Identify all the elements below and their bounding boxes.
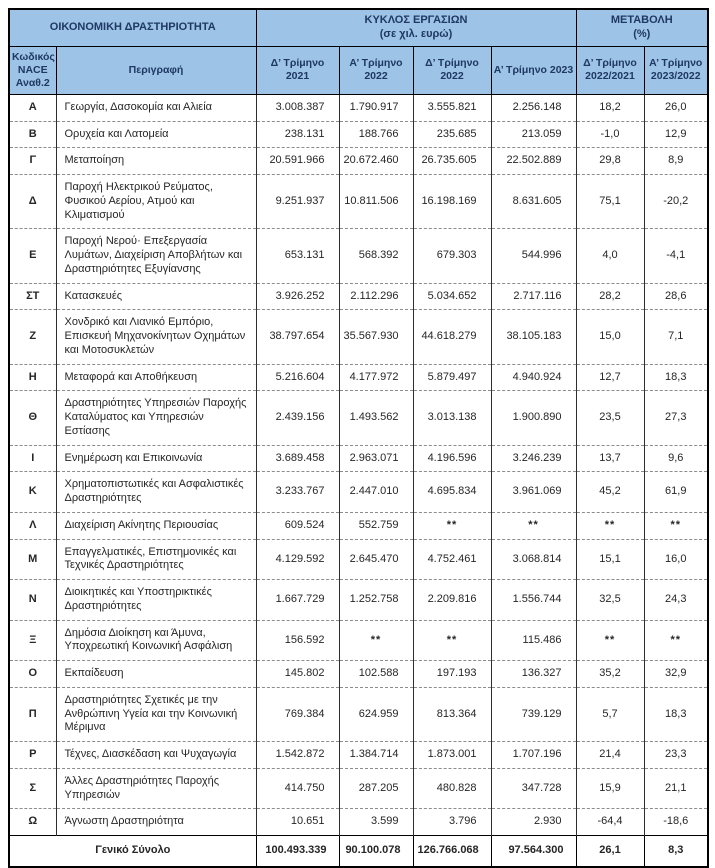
activity-description: Χονδρικό και Λιανικό Εμπόριο, Επισκευή Μηχανοκίνητων Οχημάτων και Μοτοσυκλετών (56, 310, 256, 364)
value-q4-2021: 38.797.654 (256, 310, 339, 364)
value-q4-2021: 3.008.387 (256, 94, 339, 121)
table-row (9, 768, 708, 809)
table-row (9, 391, 708, 445)
value-q1-2023: 136.327 (491, 661, 576, 688)
value-q4-2022: 4.752.461 (413, 539, 491, 580)
change-q4: 4,0 (576, 229, 644, 283)
value-q1-2022: 188.766 (339, 121, 413, 148)
table-row (9, 809, 708, 836)
value-q1-2023: 22.502.889 (491, 148, 576, 175)
value-q4-2022: 1.873.001 (413, 742, 491, 769)
value-q4-2022: 5.879.497 (413, 364, 491, 391)
nace-code: Ν (9, 580, 56, 621)
nace-code: Ω (9, 809, 56, 836)
nace-code: Β (9, 121, 56, 148)
change-q4: 5,7 (576, 687, 644, 741)
value-q1-2022: 1.790.917 (339, 94, 413, 121)
change-q4: ** (576, 512, 644, 539)
value-q1-2022: 10.811.506 (339, 175, 413, 229)
value-q1-2023: 115.486 (491, 620, 576, 661)
value-q4-2021: 609.524 (256, 512, 339, 539)
total-value-q1-2022: 90.100.078 (339, 836, 413, 867)
nace-code: Σ (9, 768, 56, 809)
change-q1: 7,1 (644, 310, 708, 364)
value-q4-2022: 16.198.169 (413, 175, 491, 229)
value-q1-2023: 3.961.069 (491, 472, 576, 513)
change-q4: 23,5 (576, 391, 644, 445)
value-q1-2022: 20.672.460 (339, 148, 413, 175)
change-q1: ** (644, 512, 708, 539)
value-q4-2022: 3.796 (413, 809, 491, 836)
activity-description: Επαγγελματικές, Επιστημονικές και Τεχνικές Δραστηριότητες (56, 539, 256, 580)
change-q4: 15,1 (576, 539, 644, 580)
col-header-q1-2022: Α’ Τρίμηνο 2022 (339, 46, 413, 94)
value-q4-2021: 156.592 (256, 620, 339, 661)
change-q4: 18,2 (576, 94, 644, 121)
change-q1: 18,3 (644, 364, 708, 391)
value-q1-2022: 2.645.470 (339, 539, 413, 580)
activity-description: Τέχνες, Διασκέδαση και Ψυχαγωγία (56, 742, 256, 769)
activity-description: Δραστηριότητες Σχετικές με την Ανθρώπινη Υγεία και την Κοινωνική Μέριμνα (56, 687, 256, 741)
value-q4-2021: 2.439.156 (256, 391, 339, 445)
value-q4-2022: 4.695.834 (413, 472, 491, 513)
table-row (9, 539, 708, 580)
value-q4-2021: 3.689.458 (256, 445, 339, 472)
nace-code: ΣΤ (9, 283, 56, 310)
table-row (9, 310, 708, 364)
change-q1: 24,3 (644, 580, 708, 621)
total-change-q1: 8,3 (644, 836, 708, 867)
value-q1-2022: 287.205 (339, 768, 413, 809)
nace-code: Δ (9, 175, 56, 229)
value-q4-2022: ** (413, 620, 491, 661)
table-row (9, 364, 708, 391)
change-q1: ** (644, 620, 708, 661)
value-q4-2021: 653.131 (256, 229, 339, 283)
table-row (9, 148, 708, 175)
table-row (9, 687, 708, 741)
change-q1: 8,9 (644, 148, 708, 175)
table-row (9, 94, 708, 121)
value-q1-2022: ** (339, 620, 413, 661)
col-header-change-q4: Δ’ Τρίμηνο 2022/2021 (576, 46, 644, 94)
change-q4: 21,4 (576, 742, 644, 769)
value-q1-2023: 544.996 (491, 229, 576, 283)
change-q4: 35,2 (576, 661, 644, 688)
change-q4: 29,8 (576, 148, 644, 175)
col-header-description: Περιγραφή (56, 46, 256, 94)
value-q1-2023: 2.717.116 (491, 283, 576, 310)
value-q1-2023: 3.068.814 (491, 539, 576, 580)
activity-description: Εκπαίδευση (56, 661, 256, 688)
value-q4-2022: 3.013.138 (413, 391, 491, 445)
change-q4: ** (576, 620, 644, 661)
value-q4-2021: 10.651 (256, 809, 339, 836)
nace-code: Ο (9, 661, 56, 688)
change-q1: 12,9 (644, 121, 708, 148)
change-q1: -20,2 (644, 175, 708, 229)
activity-description: Κατασκευές (56, 283, 256, 310)
change-q1: 18,3 (644, 687, 708, 741)
table-row (9, 742, 708, 769)
col-header-change-q1: Α’ Τρίμηνο 2023/2022 (644, 46, 708, 94)
value-q1-2023: 1.707.196 (491, 742, 576, 769)
header-group-row (9, 9, 708, 46)
table-row (9, 620, 708, 661)
table-row (9, 175, 708, 229)
value-q1-2022: 35.567.930 (339, 310, 413, 364)
change-q4: 15,9 (576, 768, 644, 809)
value-q4-2021: 5.216.604 (256, 364, 339, 391)
value-q4-2022: 5.034.652 (413, 283, 491, 310)
activity-description: Ενημέρωση και Επικοινωνία (56, 445, 256, 472)
activity-description: Μεταποίηση (56, 148, 256, 175)
value-q1-2023: 739.129 (491, 687, 576, 741)
value-q4-2022: 44.618.279 (413, 310, 491, 364)
value-q4-2021: 1.667.729 (256, 580, 339, 621)
change-q1: 26,0 (644, 94, 708, 121)
value-q4-2022: 679.303 (413, 229, 491, 283)
header-change-unit: (%) (633, 27, 651, 40)
value-q1-2022: 2.963.071 (339, 445, 413, 472)
table-row (9, 661, 708, 688)
change-q1: 23,3 (644, 742, 708, 769)
activity-description: Διοικητικές και Υποστηρικτικές Δραστηριότητες (56, 580, 256, 621)
value-q4-2021: 145.802 (256, 661, 339, 688)
value-q4-2022: 3.555.821 (413, 94, 491, 121)
change-q1: -4,1 (644, 229, 708, 283)
value-q1-2023: ** (491, 512, 576, 539)
activity-description: Διαχείριση Ακίνητης Περιουσίας (56, 512, 256, 539)
change-q4: 12,7 (576, 364, 644, 391)
change-q1: -18,6 (644, 809, 708, 836)
nace-code: Λ (9, 512, 56, 539)
col-header-q4-2022: Δ’ Τρίμηνο 2022 (413, 46, 491, 94)
change-q4: -1,0 (576, 121, 644, 148)
value-q4-2022: 197.193 (413, 661, 491, 688)
value-q1-2022: 4.177.972 (339, 364, 413, 391)
table-row (9, 445, 708, 472)
value-q1-2023: 2.930 (491, 809, 576, 836)
value-q1-2022: 624.959 (339, 687, 413, 741)
change-q4: 75,1 (576, 175, 644, 229)
value-q4-2022: 26.735.605 (413, 148, 491, 175)
change-q1: 9,6 (644, 445, 708, 472)
value-q4-2021: 414.750 (256, 768, 339, 809)
activity-description: Δραστηριότητες Υπηρεσιών Παροχής Καταλύματος και Υπηρεσιών Εστίασης (56, 391, 256, 445)
table-row (9, 229, 708, 283)
total-value-q1-2023: 97.564.300 (491, 836, 576, 867)
value-q1-2023: 8.631.605 (491, 175, 576, 229)
change-q1: 61,9 (644, 472, 708, 513)
value-q1-2022: 3.599 (339, 809, 413, 836)
change-q4: 45,2 (576, 472, 644, 513)
activity-description: Χρηματοπιστωτικές και Ασφαλιστικές Δραστηριότητες (56, 472, 256, 513)
total-label: Γενικό Σύνολο (9, 836, 256, 867)
nace-code: Ρ (9, 742, 56, 769)
value-q1-2022: 552.759 (339, 512, 413, 539)
activity-description: Μεταφορά και Αποθήκευση (56, 364, 256, 391)
value-q4-2022: ** (413, 512, 491, 539)
value-q4-2022: 813.364 (413, 687, 491, 741)
value-q4-2022: 4.196.596 (413, 445, 491, 472)
value-q4-2022: 480.828 (413, 768, 491, 809)
activity-description: Παροχή Νερού· Επεξεργασία Λυμάτων, Διαχείριση Αποβλήτων και Δραστηριότητες Εξυγίανσης (56, 229, 256, 283)
table-body (9, 94, 708, 835)
header-column-row (9, 46, 708, 94)
value-q1-2023: 1.900.890 (491, 391, 576, 445)
header-turnover-group (256, 9, 576, 46)
change-q1: 28,6 (644, 283, 708, 310)
nace-code: Ξ (9, 620, 56, 661)
change-q4: 28,2 (576, 283, 644, 310)
value-q1-2023: 213.059 (491, 121, 576, 148)
activity-description: Δημόσια Διοίκηση και Άμυνα, Υποχρεωτική Κοινωνική Ασφάλιση (56, 620, 256, 661)
col-header-q1-2023: Α’ Τρίμηνο 2023 (491, 46, 576, 94)
activity-description: Παροχή Ηλεκτρικού Ρεύματος, Φυσικού Αερίου, Ατμού και Κλιματισμού (56, 175, 256, 229)
change-q1: 21,1 (644, 768, 708, 809)
value-q1-2023: 38.105.183 (491, 310, 576, 364)
value-q1-2023: 2.256.148 (491, 94, 576, 121)
value-q4-2021: 4.129.592 (256, 539, 339, 580)
value-q1-2023: 347.728 (491, 768, 576, 809)
table-row (9, 472, 708, 513)
table-row (9, 580, 708, 621)
total-change-q4: 26,1 (576, 836, 644, 867)
value-q1-2022: 2.447.010 (339, 472, 413, 513)
value-q1-2023: 3.246.239 (491, 445, 576, 472)
total-row (9, 836, 708, 867)
change-q4: 15,0 (576, 310, 644, 364)
activity-description: Άγνωστη Δραστηριότητα (56, 809, 256, 836)
change-q4: 32,5 (576, 580, 644, 621)
col-header-nace-code: Κωδικός NACE Αναθ.2 (9, 46, 56, 94)
value-q1-2023: 4.940.924 (491, 364, 576, 391)
nace-code: Ι (9, 445, 56, 472)
value-q4-2021: 769.384 (256, 687, 339, 741)
nace-code: Θ (9, 391, 56, 445)
table-row (9, 512, 708, 539)
change-q1: 32,9 (644, 661, 708, 688)
change-q1: 27,3 (644, 391, 708, 445)
value-q1-2023: 1.556.744 (491, 580, 576, 621)
header-economic-activity: ΟΙΚΟΝΟΜΙΚΗ ΔΡΑΣΤΗΡΙΟΤΗΤΑ (9, 9, 256, 46)
activity-description: Ορυχεία και Λατομεία (56, 121, 256, 148)
value-q4-2021: 3.926.252 (256, 283, 339, 310)
value-q1-2022: 1.252.758 (339, 580, 413, 621)
change-q4: -64,4 (576, 809, 644, 836)
header-change-title: ΜΕΤΑΒΟΛΗ (610, 14, 673, 26)
table-row (9, 283, 708, 310)
nace-code: Μ (9, 539, 56, 580)
header-turnover-unit: (σε χιλ. ευρώ) (379, 27, 453, 40)
value-q4-2021: 238.131 (256, 121, 339, 148)
nace-code: Π (9, 687, 56, 741)
value-q1-2022: 1.493.562 (339, 391, 413, 445)
total-value-q4-2021: 100.493.339 (256, 836, 339, 867)
change-q4: 13,7 (576, 445, 644, 472)
nace-code: Γ (9, 148, 56, 175)
nace-code: Α (9, 94, 56, 121)
value-q4-2021: 3.233.767 (256, 472, 339, 513)
nace-code: Η (9, 364, 56, 391)
activity-description: Γεωργία, Δασοκομία και Αλιεία (56, 94, 256, 121)
value-q1-2022: 102.588 (339, 661, 413, 688)
total-value-q4-2022: 126.766.068 (413, 836, 491, 867)
value-q4-2022: 2.209.816 (413, 580, 491, 621)
turnover-by-activity-table (8, 8, 709, 868)
activity-description: Άλλες Δραστηριότητες Παροχής Υπηρεσιών (56, 768, 256, 809)
header-turnover-title: ΚΥΚΛΟΣ ΕΡΓΑΣΙΩΝ (364, 14, 468, 26)
nace-code: Κ (9, 472, 56, 513)
value-q1-2022: 2.112.296 (339, 283, 413, 310)
col-header-q4-2021: Δ’ Τρίμηνο 2021 (256, 46, 339, 94)
nace-code: Ζ (9, 310, 56, 364)
value-q4-2021: 9.251.937 (256, 175, 339, 229)
value-q1-2022: 1.384.714 (339, 742, 413, 769)
value-q4-2022: 235.685 (413, 121, 491, 148)
nace-code: Ε (9, 229, 56, 283)
change-q1: 16,0 (644, 539, 708, 580)
value-q4-2021: 20.591.966 (256, 148, 339, 175)
table-row (9, 121, 708, 148)
value-q4-2021: 1.542.872 (256, 742, 339, 769)
value-q1-2022: 568.392 (339, 229, 413, 283)
header-change-group (576, 9, 708, 46)
